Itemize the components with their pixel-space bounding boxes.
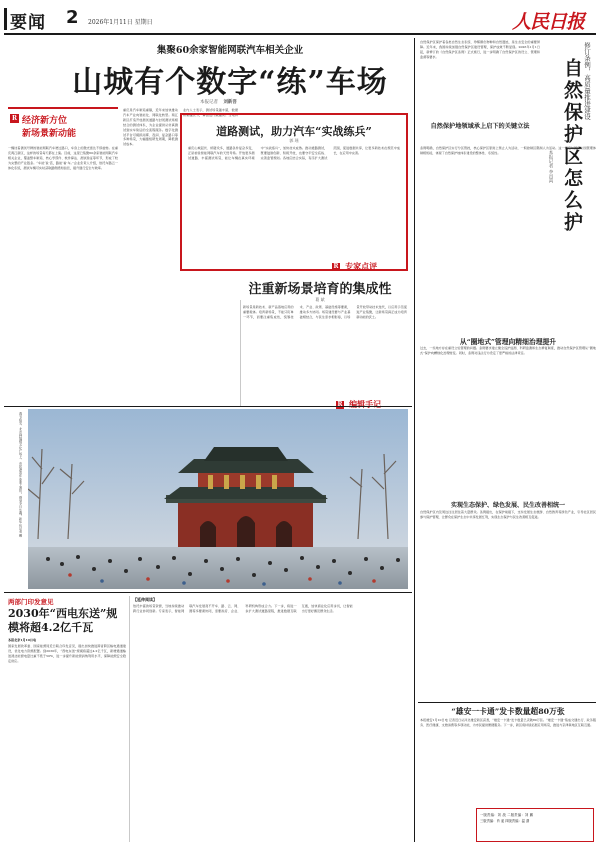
bottom-mid-heading: 【延伸阅读】 bbox=[133, 597, 157, 602]
right-bottom-headline: “雄安一卡通”发卡数量超80万张 bbox=[451, 707, 565, 716]
commentary-box bbox=[180, 113, 408, 271]
essay-author: 葛 斌 bbox=[315, 297, 325, 302]
news-photo bbox=[28, 409, 408, 589]
bottom-left-kicker: 两部门印发意见 bbox=[8, 598, 54, 606]
vertical-series: 修订条例，高质量推进建设 bbox=[583, 42, 591, 120]
essay-badge-icon: R bbox=[337, 400, 343, 408]
masthead-bar-left bbox=[4, 8, 7, 30]
bottom-left-body: 国家发展改革委、国家能源局近日联合印发意见，提出加快推进跨省跨区输电通道建设，优化电力资源配置。到2030年，“西电东送”规模将超过4.2亿千瓦，新增通道输送清洁能源电量比重不低于50%，进一步提升新能源消纳利用水平，保障能源安全稳定供应。 bbox=[8, 644, 126, 663]
commentary-title: 道路测试，助力汽车“实战练兵” bbox=[216, 125, 372, 138]
right-top-body: 自然保护区保护着各类自然生态系统、珍稀濒危物种和自然遗迹，是生态安全的重要屏障。近年来，我国持续加强自然保护区建设管理，保护成效不断显现。2026年1月1日起，新修订的《自然保护区条例》正式施行，进一步明确了自然保护区的设立、管理和监督等要求。 bbox=[420, 40, 540, 59]
right-mid-body-3: 自然保护区内及周边往往居住着大量群众。条例提出，在保护前提下，支持发展生态旅游、自然教育等绿色产业，引导社区居民参与保护管理，让群众在保护生态中共享发展红利，实现生态保护与民生改善相互促进。 bbox=[420, 510, 596, 519]
byline-name: 刘新吾 bbox=[223, 100, 237, 105]
bottom-left-byline: 本报北京1月10日电 bbox=[8, 638, 37, 642]
right-mid-body-2: 过去，一些地方存在重设立轻管理的问题。条例要求建立健全巡护监测、科研监测和生态修复制度，推动自然保护区管理从“圈地式”保护向精细化治理转变。同时，条例对违法行为设定了更严格的法律责任。 bbox=[420, 346, 596, 355]
lead-byline bbox=[200, 99, 237, 105]
issue-date: 2026年1月11日 星期日 bbox=[88, 19, 153, 26]
right-bottom-rule bbox=[418, 702, 596, 703]
photo-top-rule bbox=[4, 406, 412, 407]
commentary-footer bbox=[332, 256, 377, 275]
right-mid-h1: 从“圈地式”管理向精细治理提升 bbox=[459, 338, 557, 346]
masthead bbox=[0, 0, 600, 36]
subhead-badge-icon: R bbox=[12, 115, 17, 122]
right-bottom-body: 本报雄安1月10日电 记者近日从河北雄安新区获悉，“雄安一卡通”发卡数量已突破80万张。“雄安一卡通”集成交通出行、政务服务、医疗健康、文旅消费等多项功能，为市民提供便捷服务。下一步，新区将持续拓展应用场景，推进与京津冀地区互联互通。 bbox=[420, 718, 596, 727]
right-mid-h2: 实现生态保护、绿色发展、民生改善相统一 bbox=[450, 502, 565, 509]
lead-body-col3: 业内人士表示，测试场景越丰富，数据积累越充分，算法迭代就越快。当地持 bbox=[183, 108, 238, 117]
lead-headline: 山城有个数字“练”车场 bbox=[72, 65, 388, 100]
essay-body: 新场景是新技术、新产品落地应用的重要载体。培育新场景，不能只盯单一环节，而要注重集成性，统筹技术、产业、政策、基础设施等要素，推动多方协同。场景建设要与产业基础相结合，与民生需求相衔接，以场景开放带动技术迭代，以应用示范促进产业集聚，让新场景真正成为培育新动能的沃土。 bbox=[243, 305, 407, 319]
vertical-title: 自然保护区怎么护 bbox=[561, 58, 583, 234]
bottom-mid-body: 依托丰富的场景资源，当地持续推动跨行业协同创新。专家表示，智能网联汽车发展离不开车、路、云、网、图等多要素协同，需要政府、企业、科研机构形成合力。下一步，将进一步扩大测试道路里程，推进数据互联互通，加快商业化应用步伐，让智能出行更好惠及群众生活。 bbox=[133, 604, 353, 613]
commentary-badge-icon: R bbox=[333, 262, 339, 270]
bottom-divider-1 bbox=[129, 596, 130, 842]
byline-label: 本报记者 bbox=[200, 100, 218, 105]
commentary-footer-label: 专家点评 bbox=[345, 261, 378, 271]
photo-caption: 春节将至，北京钟鼓楼文化广场上，市民游客在冰面上游玩，感受冬日乐趣。新华社记者 摄 bbox=[18, 412, 22, 537]
newspaper-logo: 人民日报 bbox=[512, 11, 585, 33]
lead-body-col1: 一辆挂着测试号牌的智能网联汽车驶过路口，车身上的激光雷达不停旋转。在重庆两江新区，这样的场景每天都在上演。目前，这里已集聚60余家智能网联汽车相关企业，覆盖整车制造、核心零部件、软件算法、测试验证等环节，形成了较为完整的产业链条。“车能‘说’话，路能‘看’车。”企业负责人介绍，依托车路云一体化系统，测试车辆可实时获取路侧感知信息，提升通行安全与效率。 bbox=[8, 146, 118, 170]
right-divider bbox=[414, 38, 415, 842]
lead-body-col2: 重庆是汽车制造重镇，近年来加快推动汽车产业向智能化、网联化转型。两江新区打造开放测试道路与封闭测试场相结合的测试体系，为企业提供从仿真测试到实车验证的全流程服务。数字化测试平台可模拟雨雾、夜间、复杂路口等多种场景，大幅缩短研发周期，降低测试成本。 bbox=[123, 108, 178, 147]
vertical-headline-block bbox=[545, 38, 597, 264]
photo-image bbox=[28, 409, 408, 589]
section-name: 要闻 bbox=[10, 13, 46, 33]
essay-footer-label: 编辑手记 bbox=[349, 399, 382, 409]
commentary-author: 郭 瑶 bbox=[289, 138, 299, 143]
commentary-body: 重庆山城起伏、桥隧众多，道路条件复杂多变，正是检验智能网联汽车的天然考场。开放更多测试道路、丰富测试场景，能让车辆在真实环境中“实战练兵”，加快技术成熟。推动道路测试，既要鼓励创新、积极开放，也要守牢安全底线、完善监管规则。各地应结合实际，有序扩大测试范围，促进数据共享，让更多新技术在规范中成长，在应用中完善。 bbox=[188, 146, 400, 160]
page-number: 2 bbox=[66, 7, 79, 28]
lead-kicker: 集聚60余家智能网联汽车相关企业 bbox=[156, 45, 304, 56]
editors-list: 一版责编：刘 战 二版责编：刘 鹏 三版责编：肖 遥 四版责编：温 潇 bbox=[480, 813, 533, 823]
photo-bottom-rule bbox=[4, 592, 412, 593]
essay-divider bbox=[240, 300, 241, 406]
subhead-line-1: 经济新方位 bbox=[22, 116, 68, 126]
lead-subhead bbox=[8, 107, 118, 143]
subhead-line-2: 新场景新动能 bbox=[22, 129, 77, 139]
right-top-head: 自然保护地领域承上启下的关键立法 bbox=[430, 123, 530, 130]
essay-title: 注重新场景培育的集成性 bbox=[248, 282, 392, 297]
masthead-rule bbox=[4, 33, 596, 35]
right-mid-body: 条例明确，自然保护区实行分区管控，核心保护区原则上禁止人为活动，一般控制区限制人为活动。这一规定与国家公园管理体制相衔接，体现了自然保护地体系建设的整体性、系统性。 bbox=[420, 146, 596, 155]
bottom-left-headline: 2030年“西电东送”规模将超4.2亿千瓦 bbox=[8, 607, 118, 634]
vertical-byline: 本报记者 李昌禹 bbox=[548, 150, 553, 183]
editors-box bbox=[476, 808, 594, 842]
